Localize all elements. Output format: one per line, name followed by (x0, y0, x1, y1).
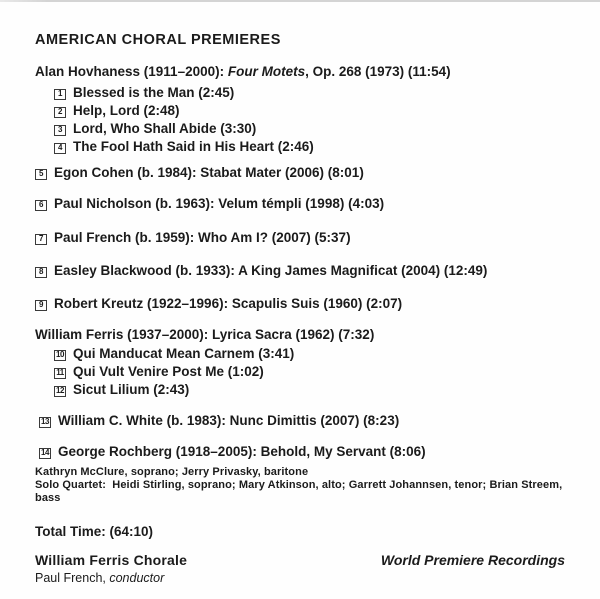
track-number-box: 6 (35, 200, 47, 211)
track-number-box: 10 (54, 350, 66, 361)
track-title: Paul French (b. 1959): Who Am I? (2007) (5:37) (54, 230, 351, 245)
track-number-box: 12 (54, 386, 66, 397)
track-number-box: 3 (54, 125, 66, 136)
total-time: Total Time: (64:10) (35, 524, 154, 539)
track-row (54, 363, 565, 381)
track-row (35, 229, 565, 247)
track-title: Help, Lord (2:48) (73, 103, 180, 118)
ensemble-name: William Ferris Chorale (35, 552, 188, 568)
track-number-box: 9 (35, 300, 47, 311)
track-number-box: 14 (39, 448, 51, 459)
track-row (54, 345, 565, 363)
track-number-box: 4 (54, 143, 66, 154)
track-number-box: 8 (35, 267, 47, 278)
track-row (54, 381, 565, 399)
track-title: Robert Kreutz (1922–1996): Scapulis Suis (1960) (2:07) (54, 296, 403, 311)
soloist-credits-line: Kathryn McClure, soprano; Jerry Privasky, baritone (35, 466, 309, 478)
track-row (35, 195, 565, 213)
track-title: Paul Nicholson (b. 1963): Velum témpli (1998) (4:03) (54, 196, 385, 211)
track-row (54, 84, 565, 102)
conductor-name: Paul French, (35, 571, 110, 585)
track-title: The Fool Hath Said in His Heart (2:46) (73, 139, 314, 154)
track-row (35, 262, 565, 280)
footer-row (35, 552, 565, 568)
track-title: Easley Blackwood (b. 1933): A King James Magnificat (2004) (12:49) (54, 263, 488, 278)
track-title: Qui Vult Venire Post Me (1:02) (73, 364, 264, 379)
composer-name-dates: Alan Hovhaness (1911–2000): (35, 64, 228, 79)
track-row (39, 412, 565, 430)
track-number-box: 5 (35, 169, 47, 180)
premiere-note: World Premiere Recordings (380, 552, 565, 568)
work-heading-hovhaness (35, 63, 565, 81)
top-edge-rule (0, 0, 600, 2)
conductor-role: conductor (109, 571, 165, 585)
track-title: Egon Cohen (b. 1984): Stabat Mater (2006) (8:01) (54, 165, 364, 180)
track-row (35, 295, 565, 313)
track-row (54, 138, 565, 156)
track-title: Sicut Lilium (2:43) (73, 382, 190, 397)
track-listing (0, 33, 600, 586)
track-title: Qui Manducat Mean Carnem (3:41) (73, 346, 295, 361)
track-number-box: 1 (54, 89, 66, 100)
opus-year-duration: , Op. 268 (1973) (11:54) (305, 64, 451, 79)
track-number-box: 13 (39, 417, 51, 428)
track-row (54, 120, 565, 138)
work-title-italic: Four Motets (227, 64, 306, 79)
track-title: Lord, Who Shall Abide (3:30) (73, 121, 257, 136)
track-title: Blessed is the Man (2:45) (73, 85, 235, 100)
track-number-box: 7 (35, 234, 47, 245)
album-title: AMERICAN CHORAL PREMIERES (35, 32, 281, 48)
solo-quartet-credits-line: Solo Quartet: Heidi Stirling, soprano; Mary Atkinson, alto; Garrett Johannsen, tenor; Brian Streem, bass (35, 479, 566, 504)
track-title: George Rochberg (1918–2005): Behold, My Servant (8:06) (58, 444, 426, 459)
track-row (35, 164, 565, 182)
track-number-box: 11 (54, 368, 66, 379)
conductor-line (35, 571, 565, 586)
track-row (54, 102, 565, 120)
track-row (39, 443, 565, 461)
work-heading-ferris: William Ferris (1937–2000): Lyrica Sacra (1962) (7:32) (35, 327, 375, 342)
track-number-box: 2 (54, 107, 66, 118)
track-title: William C. White (b. 1983): Nunc Dimittis (2007) (8:23) (58, 413, 400, 428)
